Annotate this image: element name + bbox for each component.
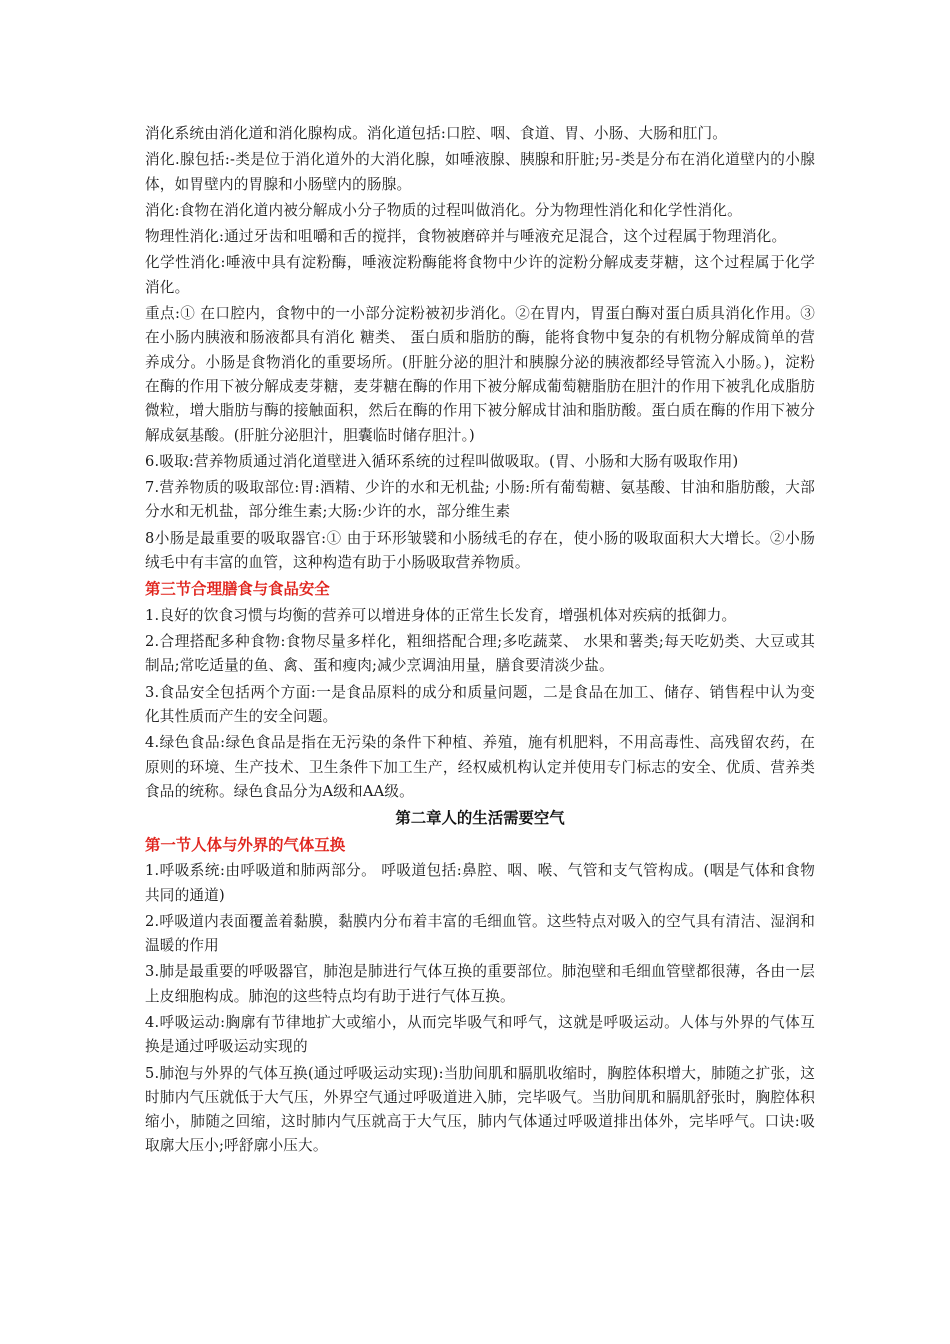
paragraph-eating-habits: 1.良好的饮食习惯与均衡的营养可以增进身体的正常生长发育，增强机体对疾病的抵御力。 bbox=[145, 606, 737, 624]
paragraph-key-points: 重点:① 在口腔内，食物中的一小部分淀粉被初步消化。②在胃内，胃蛋白酶对蛋白质具消化作用。③在小肠内胰液和肠液都具有消化 糖类、 蛋白质和脂肪的酶，能将食物中复杂的有机物分解成简单的营养成分。小肠是食物消化的重要场所。(肝脏分泌的胆汁和胰腺分泌的胰液都经导管流入小肠。)，淀粉在酶的作用下被分解成麦芽糖，麦芽糖在酶的作用下被分解成葡萄糖脂肪在胆汁的作用下被乳化成脂肪微粒，增大脂肪与酶的接触面积，然后在酶的作用下被分解成甘油和脂肪酸。蛋白质在酶的作用下被分解成氨基酸。(肝脏分泌胆汁，胆囊临时储存胆汁。) bbox=[145, 305, 815, 444]
paragraph-digestive-glands: 消化.腺包括:-类是位于消化道外的大消化腺，如唾液腺、胰腺和肝脏;另-类是分布在消化道壁内的小腺体，如胃壁内的胃腺和小肠壁内的肠腺。 bbox=[145, 151, 815, 193]
paragraph-green-food: 4.绿色食品:绿色食品是指在无污染的条件下种植、养殖，施有机肥料，不用高毒性、高残留农药，在原则的环境、生产技术、卫生条件下加工生产，经权威机构认定并使用专门标志的安全、优质、营养类食品的统称。绿色食品分为A级和AA级。 bbox=[145, 734, 815, 800]
paragraph-absorption: 6.吸取:营养物质通过消化道壁进入循环系统的过程叫做吸取。(胃、小肠和大肠有吸取作用) bbox=[145, 452, 739, 470]
paragraph-breathing-movement: 4.呼吸运动:胸廓有节律地扩大或缩小，从而完毕吸气和呼气，这就是呼吸运动。人体与外界的气体互换是通过呼吸运动实现的 bbox=[145, 1014, 815, 1056]
document-page bbox=[145, 122, 815, 1161]
paragraph-mucosa: 2.呼吸道内表面覆盖着黏膜，黏膜内分布着丰富的毛细血管。这些特点对吸入的空气具有清洁、湿润和温暖的作用 bbox=[145, 912, 815, 955]
paragraph-chemical-digestion: 化学性消化:唾液中具有淀粉酶，唾液淀粉酶能将食物中少许的淀粉分解成麦芽糖，这个过程属于化学消化。 bbox=[145, 254, 815, 296]
paragraph-absorption-sites: 7.营养物质的吸取部位:胃:酒精、少许的水和无机盐; 小肠:所有葡萄糖、氨基酸、甘油和脂肪酸，大部分水和无机盐，部分维生素;大肠:少许的水，部分维生素 bbox=[145, 479, 815, 521]
section-heading-diet-safety: 第三节合理膳食与食品安全 bbox=[145, 580, 330, 599]
paragraph-alveoli-exchange: 5.肺泡与外界的气体互换(通过呼吸运动实现):当肋间肌和膈肌收缩时，胸腔体积增大，肺随之扩张，这时肺内气压就低于大气压，外界空气通过呼吸道进入肺，完毕吸气。当肋间肌和膈肌舒张时，胸腔体积缩小，肺随之回缩，这时肺内气压就高于大气压，肺内气体通过呼吸道排出体外，完毕呼气。口诀:吸取廓大压小;呼舒廓小压大。 bbox=[145, 1064, 815, 1155]
paragraph-digestion-definition: 消化:食物在消化道内被分解成小分子物质的过程叫做消化。分为物理性消化和化学性消化。 bbox=[145, 201, 742, 219]
paragraph-food-safety: 3.食品安全包括两个方面:一是食品原料的成分和质量问题，二是食品在加工、储存、销售程中认为变化其性质而产生的安全问题。 bbox=[145, 683, 815, 726]
section-heading-gas-exchange: 第一节人体与外界的气体互换 bbox=[145, 835, 346, 854]
paragraph-small-intestine: 8小肠是最重要的吸取器官:① 由于环形皱襞和小肠绒毛的存在，使小肠的吸取面积大大增长。②小肠绒毛中有丰富的血管，这种构造有助于小肠吸取营养物质。 bbox=[145, 529, 815, 572]
paragraph-food-combination: 2.合理搭配多种食物:食物尽量多样化，粗细搭配合理;多吃蔬菜、 水果和薯类;每天吃奶类、大豆或其制品;常吃适量的鱼、禽、蛋和瘦肉;减少烹调油用量，膳食要清淡少盐。 bbox=[145, 633, 815, 675]
paragraph-respiratory-system: 1.呼吸系统:由呼吸道和肺两部分。 呼吸道包括:鼻腔、咽、喉、气管和支气管构成。(咽是气体和食物共同的通道) bbox=[145, 862, 815, 904]
paragraph-digestive-system: 消化系统由消化道和消化腺构成。消化道包括:口腔、咽、食道、胃、小肠、大肠和肛门。 bbox=[145, 125, 728, 142]
paragraph-physical-digestion: 物理性消化:通过牙齿和咀嚼和舌的搅拌，食物被磨碎并与唾液充足混合，这个过程属于物理消化。 bbox=[145, 228, 787, 246]
paragraph-lungs: 3.肺是最重要的呼吸器官，肺泡是肺进行气体互换的重要部位。肺泡壁和毛细血管壁都很薄，各由一层上皮细胞构成。肺泡的这些特点均有助于进行气体互换。 bbox=[145, 963, 815, 1005]
chapter-heading-air: 第二章人的生活需要空气 bbox=[395, 809, 565, 828]
